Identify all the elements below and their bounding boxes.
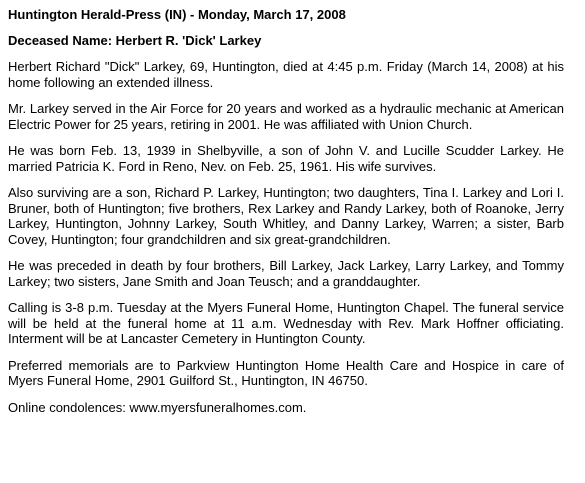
- paragraph-services: Calling is 3-8 p.m. Tuesday at the Myers Funeral Home, Huntington Chapel. The funeral service will be held at the funeral home at 11 a.m. Wednesday with Rev. Mark Hoffner officiating. Interment will be at Lancaster Cemetery in Huntington County.: [8, 300, 564, 346]
- paragraph-preceded-in-death: He was preceded in death by four brothers, Bill Larkey, Jack Larkey, Larry Larkey, and Tommy Larkey; two sisters, Jane Smith and Joan Teusch; and a granddaughter.: [8, 258, 564, 289]
- paragraph-memorials: Preferred memorials are to Parkview Huntington Home Health Care and Hospice in care of Myers Funeral Home, 2901 Guilford St., Huntington, IN 46750.: [8, 357, 564, 388]
- paragraph-death-notice: Herbert Richard "Dick" Larkey, 69, Huntington, died at 4:45 p.m. Friday (March 14, 2008) at his home following an extended illness.: [8, 59, 564, 90]
- source-heading: Huntington Herald-Press (IN) - Monday, March 17, 2008: [8, 7, 346, 22]
- paragraph-career: Mr. Larkey served in the Air Force for 20 years and worked as a hydraulic mechanic at American Electric Power for 25 years, retiring in 2001. He was affiliated with Union Church.: [8, 101, 564, 132]
- paragraph-survivors: Also surviving are a son, Richard P. Larkey, Huntington; two daughters, Tina I. Larkey and Lori I. Bruner, both of Huntington; five brothers, Rex Larkey and Randy Larkey, both of Roanoke, Jerry Larkey, Huntington, Johnny Larkey, South Whitley, and Danny Larkey, Warren; a sister, Barb Covey, Huntington; four grandchildren and six great-grandchildren.: [8, 185, 564, 247]
- deceased-name-heading: Deceased Name: Herbert R. 'Dick' Larkey: [8, 33, 262, 48]
- paragraph-birth-marriage: He was born Feb. 13, 1939 in Shelbyville, a son of John V. and Lucille Scudder Larkey. He married Patricia K. Ford in Reno, Nev. on Feb. 25, 1961. His wife survives.: [8, 143, 564, 174]
- paragraph-online-condolences: Online condolences: www.myersfuneralhomes.com.: [8, 399, 307, 415]
